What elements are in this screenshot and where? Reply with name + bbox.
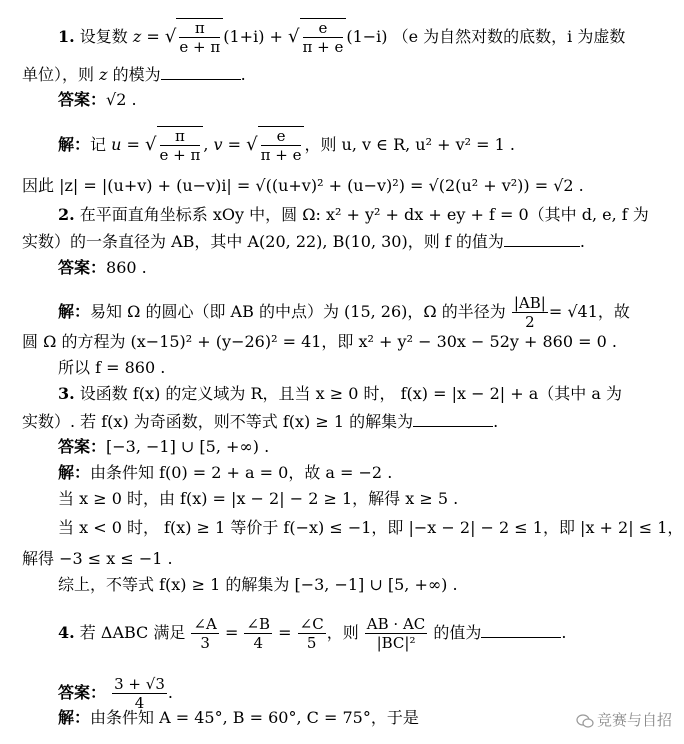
frac-pi-over-e-plus-pi: $\frac{\pi}{e + \pi}$ bbox=[179, 19, 221, 56]
p2-solution-line3: 所以 f = 860 . bbox=[58, 358, 166, 377]
p1-question-line2: 单位），则 z 的模为 . bbox=[22, 65, 246, 84]
p4-solution-line1: 解：由条件知 A = 45°, B = 60°, C = 75°，于是 bbox=[58, 708, 419, 727]
p4-answer: 答案： $\frac{3 + √3}{4}$ . bbox=[58, 675, 173, 712]
p2-solution-line1: 解：易知 Ω 的圆心（即 AB 的中点）为 (15, 26)，Ω 的半径为 $\frac{|AB|}{2}$ = √41，故 bbox=[58, 294, 630, 331]
p1-solution-line2: 因此 |z| = |(u+v) + (u−v)i| = √((u+v)² + (u−v)²) = √(2(u² + v²)) = √2 . bbox=[22, 176, 584, 195]
frac-dot-over-bc2: $\frac{AB \cdot AC}{\text{|BC|²}}$ bbox=[366, 615, 426, 652]
p1-solution-line1: 解：记 u = √ $\frac{\pi}{e + \pi}$ , v = √ $\frac{e}{\pi + e}$ ，则 u, v ∈ R, u² + v² = 1 . bbox=[58, 127, 515, 164]
p3-solution-line4: 解得 −3 ≤ x ≤ −1 . bbox=[22, 549, 173, 568]
frac-e-over-pi-plus-e: $\frac{e}{\pi + e}$ bbox=[302, 19, 344, 56]
p3-solution-line2: 当 x ≥ 0 时，由 f(x) = |x − 2| − 2 ≥ 1，解得 x ≥ 5 . bbox=[58, 489, 459, 508]
p3-solution-line1: 解：由条件知 f(0) = 2 + a = 0，故 a = −2 . bbox=[58, 463, 393, 482]
p2-answer: 答案：860 . bbox=[58, 258, 147, 277]
wechat-icon bbox=[576, 714, 594, 728]
p3-question-line1: 3. 设函数 f(x) 的定义域为 R，且当 x ≥ 0 时， f(x) = |x − 2| + a（其中 a 为 bbox=[58, 384, 622, 403]
answer-blank bbox=[504, 231, 580, 247]
frac-answer-4: $\frac{3 + √3}{4}$ bbox=[114, 675, 165, 712]
p1-answer: 答案：√2 . bbox=[58, 90, 137, 109]
p1-number: 1. bbox=[58, 27, 75, 46]
watermark: 竞赛与自招 bbox=[576, 709, 672, 730]
answer-blank bbox=[413, 411, 493, 427]
p2-question-line1: 2. 在平面直角坐标系 xOy 中，圆 Ω: x² + y² + dx + ey + f = 0（其中 d, e, f 为 bbox=[58, 205, 649, 224]
p3-solution-line5: 综上，不等式 f(x) ≥ 1 的解集为 [−3, −1] ∪ [5, +∞) . bbox=[58, 575, 458, 594]
answer-blank bbox=[161, 64, 241, 80]
p4-question: 4. 若 ΔABC 满足 $\frac{\angle A}{3}$ = $\frac{\angle B}{4}$ = $\frac{\angle C}{5}$ ，则 $\frac{AB \cdot AC}{\text{|BC|²}}$ 的值为 . bbox=[58, 615, 567, 652]
p2-question-line2: 实数）的一条直径为 AB，其中 A(20, 22), B(10, 30)，则 f 的值为 . bbox=[22, 232, 585, 251]
p3-answer: 答案：[−3, −1] ∪ [5, +∞) . bbox=[58, 437, 270, 456]
p2-solution-line2: 圆 Ω 的方程为 (x−15)² + (y−26)² = 41，即 x² + y² − 30x − 52y + 860 = 0 . bbox=[22, 332, 617, 351]
answer-blank bbox=[481, 622, 561, 638]
p1-question-line1: 1. 设复数 z = √ $\frac{\pi}{e + \pi}$ (1+i) + √ $\frac{e}{\pi + e}$ (1−i) （e 为自然对数的底数，i 为虚数 bbox=[58, 19, 626, 56]
p3-question-line2: 实数）. 若 f(x) 为奇函数，则不等式 f(x) ≥ 1 的解集为 . bbox=[22, 412, 499, 431]
frac-AB-over-2: $\frac{|AB|}{2}$ bbox=[513, 294, 546, 331]
p3-solution-line3: 当 x < 0 时， f(x) ≥ 1 等价于 f(−x) ≤ −1，即 |−x − 2| − 2 ≤ 1，即 |x + 2| ≤ 1， bbox=[58, 518, 684, 537]
